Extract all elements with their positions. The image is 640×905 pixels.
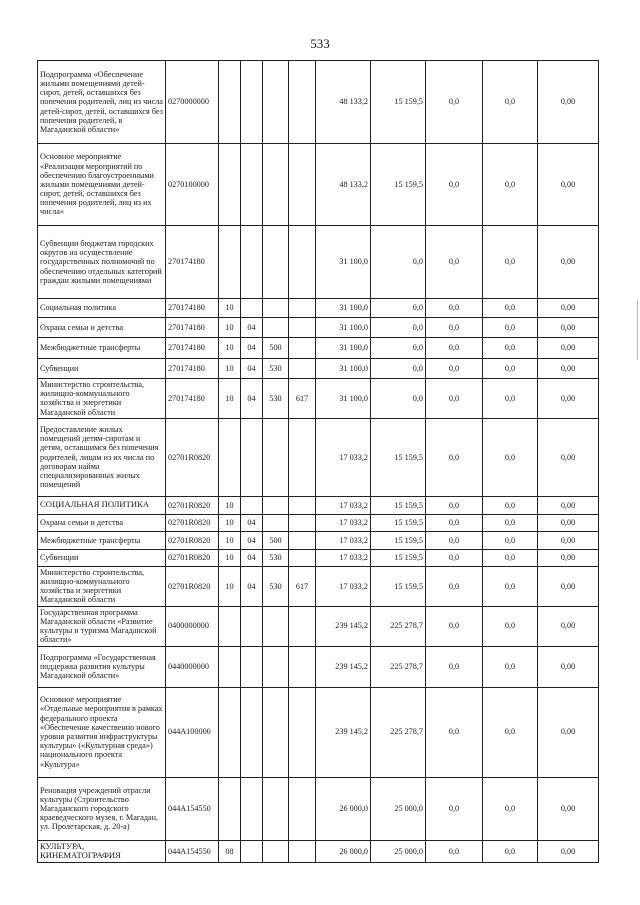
table-row	[38, 318, 599, 338]
row-subsection	[241, 687, 263, 777]
row-value-1: 48 133,2	[316, 61, 371, 144]
row-code: 270174180	[166, 299, 219, 318]
row-subsection	[241, 299, 263, 318]
row-department	[289, 531, 316, 549]
row-department	[289, 646, 316, 687]
row-section: 10	[219, 514, 241, 531]
table-row	[38, 687, 599, 777]
row-name: Межбюджетные трансферты	[38, 531, 166, 549]
row-department	[289, 606, 316, 646]
row-value-3: 0,0	[426, 61, 483, 144]
row-value-2: 25 000,0	[371, 777, 426, 840]
row-subsection	[241, 496, 263, 514]
row-value-2: 15 159,5	[371, 549, 426, 566]
row-value-2: 225 278,7	[371, 687, 426, 777]
row-expense-type	[263, 646, 289, 687]
row-code: 02701R0820	[166, 496, 219, 514]
row-value-4: 0,0	[483, 379, 538, 419]
row-section	[219, 418, 241, 496]
row-value-2: 25 000,0	[371, 840, 426, 862]
row-value-5: 0,00	[538, 318, 599, 338]
row-department	[289, 840, 316, 862]
row-value-3: 0,0	[426, 606, 483, 646]
row-section: 10	[219, 531, 241, 549]
row-expense-type	[263, 418, 289, 496]
row-subsection: 04	[241, 514, 263, 531]
row-value-1: 26 000,0	[316, 777, 371, 840]
row-value-5: 0,00	[538, 777, 599, 840]
row-value-4: 0,0	[483, 606, 538, 646]
row-value-1: 31 100,0	[316, 379, 371, 419]
row-value-1: 17 033,2	[316, 496, 371, 514]
row-department	[289, 496, 316, 514]
row-value-4: 0,0	[483, 226, 538, 299]
row-value-4: 0,0	[483, 496, 538, 514]
row-code: 02701R0820	[166, 549, 219, 566]
row-name: Охрана семьи и детства	[38, 318, 166, 338]
table-row	[38, 144, 599, 226]
row-expense-type	[263, 496, 289, 514]
row-expense-type: 530	[263, 359, 289, 379]
row-value-2: 0,0	[371, 338, 426, 359]
row-value-1: 31 100,0	[316, 359, 371, 379]
row-value-2: 15 159,5	[371, 531, 426, 549]
row-code: 270174180	[166, 379, 219, 419]
row-value-3: 0,0	[426, 514, 483, 531]
row-section	[219, 226, 241, 299]
row-value-2: 225 278,7	[371, 646, 426, 687]
row-value-3: 0,0	[426, 840, 483, 862]
row-department	[289, 687, 316, 777]
row-value-3: 0,0	[426, 418, 483, 496]
table-row	[38, 531, 599, 549]
table-row	[38, 359, 599, 379]
row-value-5: 0,00	[538, 687, 599, 777]
row-department	[289, 777, 316, 840]
row-value-4: 0,0	[483, 566, 538, 606]
row-value-3: 0,0	[426, 379, 483, 419]
row-value-3: 0,0	[426, 338, 483, 359]
row-name: Реновация учреждений отрасли культуры (Строительство Магаданского городского краеведческого музея, г. Магадан, ул. Пролетарская, д. 20-а)	[38, 777, 166, 840]
row-value-1: 239 145,2	[316, 606, 371, 646]
row-expense-type	[263, 777, 289, 840]
row-subsection	[241, 646, 263, 687]
row-section: 10	[219, 359, 241, 379]
row-value-3: 0,0	[426, 359, 483, 379]
row-name: СОЦИАЛЬНАЯ ПОЛИТИКА	[38, 496, 166, 514]
row-expense-type	[263, 840, 289, 862]
row-expense-type	[263, 299, 289, 318]
row-code: 0440000000	[166, 646, 219, 687]
row-expense-type	[263, 226, 289, 299]
row-expense-type: 530	[263, 566, 289, 606]
row-code: 044A154550	[166, 777, 219, 840]
row-section: 10	[219, 318, 241, 338]
row-value-4: 0,0	[483, 646, 538, 687]
row-value-4: 0,0	[483, 299, 538, 318]
row-name: Субвенции	[38, 359, 166, 379]
row-value-3: 0,0	[426, 531, 483, 549]
table-row	[38, 514, 599, 531]
table-row	[38, 226, 599, 299]
row-value-3: 0,0	[426, 777, 483, 840]
row-name: Подпрограмма «Государственная поддержка развития культуры Магаданской области»	[38, 646, 166, 687]
table-row	[38, 379, 599, 419]
scan-edge-mark	[637, 300, 638, 360]
row-code: 0270100000	[166, 144, 219, 226]
row-value-1: 17 033,2	[316, 418, 371, 496]
row-subsection	[241, 606, 263, 646]
row-section	[219, 646, 241, 687]
table-row	[38, 566, 599, 606]
table-row	[38, 338, 599, 359]
row-name: Предоставление жилых помещений детям-сиротам и детям, оставшимся без попечения родителей, лицам из их числа по договорам найма специализированных жилых помещений	[38, 418, 166, 496]
row-value-1: 17 033,2	[316, 566, 371, 606]
row-code: 270174180	[166, 338, 219, 359]
table-row	[38, 840, 599, 862]
row-expense-type: 530	[263, 379, 289, 419]
row-value-5: 0,00	[538, 418, 599, 496]
row-section: 10	[219, 299, 241, 318]
row-value-2: 15 159,5	[371, 514, 426, 531]
row-value-1: 239 145,2	[316, 646, 371, 687]
row-section: 10	[219, 338, 241, 359]
row-value-4: 0,0	[483, 549, 538, 566]
row-section: 10	[219, 379, 241, 419]
row-value-3: 0,0	[426, 318, 483, 338]
row-value-4: 0,0	[483, 338, 538, 359]
row-value-4: 0,0	[483, 418, 538, 496]
row-name: Субвенции	[38, 549, 166, 566]
row-subsection: 04	[241, 549, 263, 566]
table-row	[38, 549, 599, 566]
row-value-4: 0,0	[483, 514, 538, 531]
row-section: 10	[219, 496, 241, 514]
row-department	[289, 318, 316, 338]
row-value-5: 0,00	[538, 566, 599, 606]
row-expense-type	[263, 318, 289, 338]
row-value-1: 31 100,0	[316, 338, 371, 359]
row-department	[289, 338, 316, 359]
row-value-5: 0,00	[538, 496, 599, 514]
row-name: КУЛЬТУРА, КИНЕМАТОГРАФИЯ	[38, 840, 166, 862]
row-subsection: 04	[241, 566, 263, 606]
row-value-2: 225 278,7	[371, 606, 426, 646]
row-value-4: 0,0	[483, 359, 538, 379]
row-value-4: 0,0	[483, 687, 538, 777]
row-value-4: 0,0	[483, 840, 538, 862]
row-name: Межбюджетные трансферты	[38, 338, 166, 359]
row-expense-type: 500	[263, 338, 289, 359]
row-value-5: 0,00	[538, 606, 599, 646]
table-row	[38, 496, 599, 514]
row-value-5: 0,00	[538, 61, 599, 144]
row-expense-type	[263, 514, 289, 531]
row-subsection: 04	[241, 531, 263, 549]
row-section: 10	[219, 549, 241, 566]
row-value-3: 0,0	[426, 144, 483, 226]
row-name: Министерство строительства, жилищно-коммунального хозяйства и энергетики Магаданской области	[38, 566, 166, 606]
row-subsection: 04	[241, 318, 263, 338]
row-value-3: 0,0	[426, 566, 483, 606]
row-section	[219, 777, 241, 840]
row-value-5: 0,00	[538, 840, 599, 862]
row-value-3: 0,0	[426, 299, 483, 318]
row-value-1: 31 100,0	[316, 318, 371, 338]
row-subsection	[241, 61, 263, 144]
row-value-1: 26 000,0	[316, 840, 371, 862]
row-department	[289, 549, 316, 566]
row-name: Министерство строительства, жилищно-коммунального хозяйства и энергетики Магаданской области	[38, 379, 166, 419]
row-code: 044A154550	[166, 840, 219, 862]
row-code: 02701R0820	[166, 531, 219, 549]
row-name: Подпрограмма «Обеспечение жилыми помещениями детей-сирот, детей, оставшихся без попечения родителей, лиц из числа детей-сирот, детей, оставшихся без попечения родителей, в Магаданской области»	[38, 61, 166, 144]
row-value-5: 0,00	[538, 359, 599, 379]
row-value-1: 31 100,0	[316, 226, 371, 299]
row-value-5: 0,00	[538, 549, 599, 566]
row-department	[289, 418, 316, 496]
row-value-2: 0,0	[371, 226, 426, 299]
row-subsection	[241, 840, 263, 862]
row-subsection	[241, 226, 263, 299]
row-subsection	[241, 144, 263, 226]
row-value-1: 17 033,2	[316, 549, 371, 566]
row-section	[219, 61, 241, 144]
row-name: Основное мероприятие «Реализация мероприятий по обеспечению благоустроенными жилыми помещениями детей-сирот, детей, оставшихся без попечения родителей, лиц из их числа»	[38, 144, 166, 226]
page-number: 533	[310, 36, 330, 51]
row-value-2: 15 159,5	[371, 496, 426, 514]
row-subsection	[241, 777, 263, 840]
row-department	[289, 359, 316, 379]
row-value-2: 15 159,5	[371, 144, 426, 226]
row-code: 0270000000	[166, 61, 219, 144]
row-code: 02701R0820	[166, 418, 219, 496]
row-value-3: 0,0	[426, 646, 483, 687]
row-value-4: 0,0	[483, 144, 538, 226]
row-expense-type: 530	[263, 549, 289, 566]
row-department: 617	[289, 379, 316, 419]
row-value-1: 31 100,0	[316, 299, 371, 318]
row-department	[289, 226, 316, 299]
row-section	[219, 144, 241, 226]
row-department	[289, 144, 316, 226]
row-value-5: 0,00	[538, 226, 599, 299]
row-department	[289, 514, 316, 531]
row-value-5: 0,00	[538, 379, 599, 419]
row-value-2: 15 159,5	[371, 418, 426, 496]
row-value-2: 0,0	[371, 379, 426, 419]
row-subsection: 04	[241, 338, 263, 359]
row-expense-type: 500	[263, 531, 289, 549]
row-value-2: 15 159,5	[371, 566, 426, 606]
row-value-5: 0,00	[538, 531, 599, 549]
row-value-2: 0,0	[371, 318, 426, 338]
row-value-5: 0,00	[538, 646, 599, 687]
row-value-1: 239 145,2	[316, 687, 371, 777]
table-row	[38, 61, 599, 144]
row-value-5: 0,00	[538, 338, 599, 359]
row-code: 270174180	[166, 318, 219, 338]
row-value-5: 0,00	[538, 299, 599, 318]
row-value-2: 15 159,5	[371, 61, 426, 144]
row-name: Социальная политика	[38, 299, 166, 318]
row-name: Охрана семьи и детства	[38, 514, 166, 531]
row-value-3: 0,0	[426, 496, 483, 514]
row-value-5: 0,00	[538, 144, 599, 226]
row-name: Основное мероприятие «Отдельные мероприятия в рамках федерального проекта «Обеспечение качественно нового уровня развития инфраструктуры культуры» («Культурная среда») национального проекта «Культура»	[38, 687, 166, 777]
row-value-1: 17 033,2	[316, 531, 371, 549]
table-row	[38, 646, 599, 687]
table-row	[38, 606, 599, 646]
row-value-4: 0,0	[483, 531, 538, 549]
row-value-4: 0,0	[483, 318, 538, 338]
row-expense-type	[263, 687, 289, 777]
row-value-3: 0,0	[426, 226, 483, 299]
row-expense-type	[263, 61, 289, 144]
row-name: Государственная программа Магаданской области «Развитие культуры и туризма Магаданской области»	[38, 606, 166, 646]
row-value-2: 0,0	[371, 359, 426, 379]
row-department	[289, 299, 316, 318]
row-value-3: 0,0	[426, 549, 483, 566]
row-expense-type	[263, 606, 289, 646]
row-value-4: 0,0	[483, 777, 538, 840]
row-name: Субвенции бюджетам городских округов на осуществление государственных полномочий по обеспечению отдельных категорий граждан жилыми помещениями	[38, 226, 166, 299]
row-section: 08	[219, 840, 241, 862]
row-value-1: 17 033,2	[316, 514, 371, 531]
row-department: 617	[289, 566, 316, 606]
row-value-3: 0,0	[426, 687, 483, 777]
row-code: 270174180	[166, 359, 219, 379]
row-section	[219, 606, 241, 646]
row-subsection: 04	[241, 359, 263, 379]
row-code: 044A100000	[166, 687, 219, 777]
budget-table	[37, 60, 599, 863]
row-code: 02701R0820	[166, 514, 219, 531]
row-code: 0400000000	[166, 606, 219, 646]
row-value-1: 48 133,2	[316, 144, 371, 226]
table-row	[38, 418, 599, 496]
row-section	[219, 687, 241, 777]
row-section: 10	[219, 566, 241, 606]
row-code: 02701R0820	[166, 566, 219, 606]
row-subsection	[241, 418, 263, 496]
row-value-4: 0,0	[483, 61, 538, 144]
row-expense-type	[263, 144, 289, 226]
table-row	[38, 299, 599, 318]
row-value-2: 0,0	[371, 299, 426, 318]
row-value-5: 0,00	[538, 514, 599, 531]
row-subsection: 04	[241, 379, 263, 419]
table-row	[38, 777, 599, 840]
row-code: 270174180	[166, 226, 219, 299]
row-department	[289, 61, 316, 144]
